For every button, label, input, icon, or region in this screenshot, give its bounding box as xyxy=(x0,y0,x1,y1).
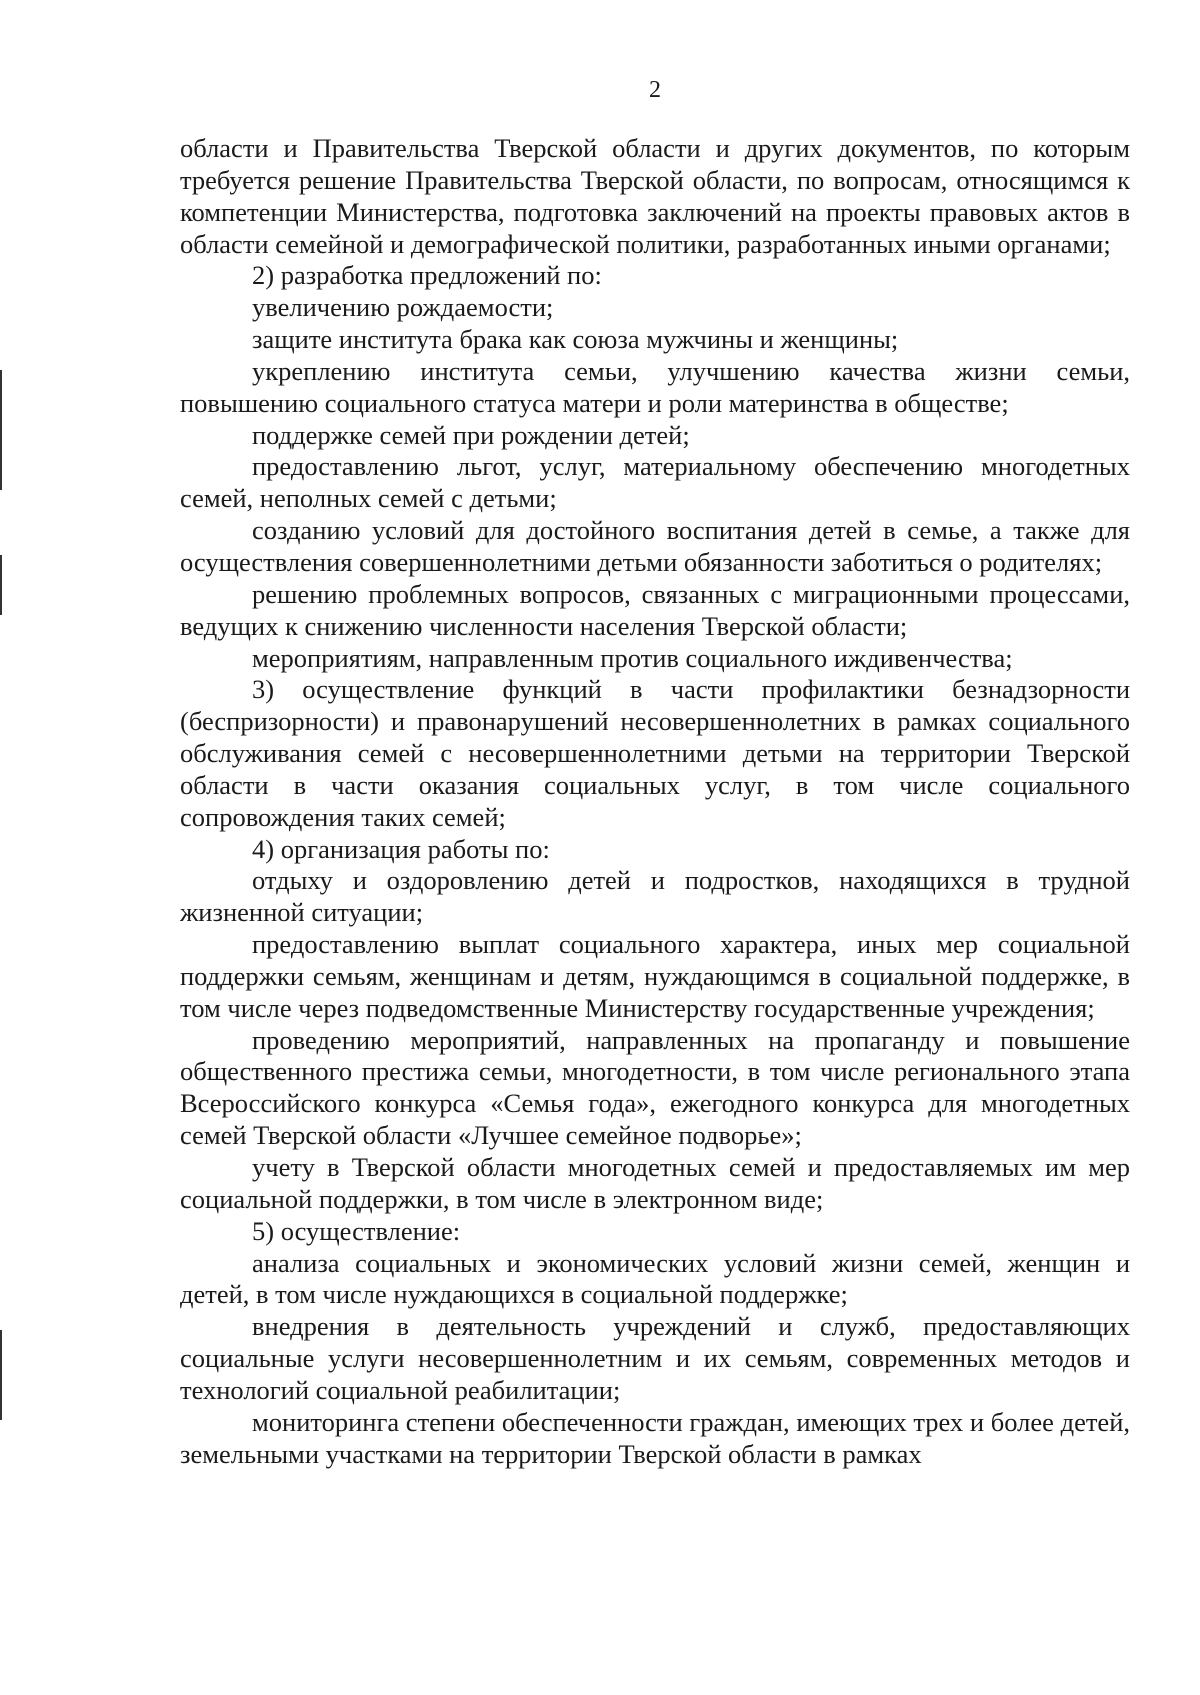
page-number: 2 xyxy=(649,77,661,103)
paragraph: проведению мероприятий, направленных на пропаганду и повышение общественного престижа семьи, многодетности, в том числе регионального этапа Всероссийского конкурса «Семья года», ежегодного конкурса для многодетных семей Тверской области «Лучшее семейное подворье»; xyxy=(180,1024,1130,1151)
paragraph: мониторинга степени обеспеченности граждан, имеющих трех и более детей, земельными участками на территории Тверской области в рамках xyxy=(180,1406,1130,1469)
document-body xyxy=(180,133,1130,1470)
paragraph: внедрения в деятельность учреждений и служб, предоставляющих социальные услуги несовершеннолетним и их семьям, современных методов и технологий социальной реабилитации; xyxy=(180,1311,1130,1405)
paragraph: 4) организация работы по: xyxy=(252,833,550,864)
paragraph: созданию условий для достойного воспитания детей в семье, а также для осуществления совершеннолетними детьми обязанности заботиться о родителях; xyxy=(180,515,1130,577)
scan-margin-mark xyxy=(0,370,2,490)
paragraph: 5) осуществление: xyxy=(252,1215,461,1246)
scan-margin-mark xyxy=(0,1330,2,1420)
paragraph: мероприятиям, направленным против социального иждивенчества; xyxy=(252,642,1013,673)
paragraph: предоставлению выплат социального характера, иных мер социальной поддержки семьям, женщинам и детям, нуждающимся в социальной поддержке, в том числе через подведомственные Министерству государственные учреждения; xyxy=(180,929,1130,1023)
scan-margin-mark xyxy=(0,555,2,615)
paragraph: учету в Тверской области многодетных семей и предоставляемых им мер социальной поддержки, в том числе в электронном виде; xyxy=(180,1152,1130,1214)
paragraph: увеличению рождаемости; xyxy=(252,292,554,323)
paragraph: анализа социальных и экономических условий жизни семей, женщин и детей, в том числе нуждающихся в социальной поддержке; xyxy=(180,1247,1130,1310)
paragraph: поддержке семей при рождении детей; xyxy=(252,419,690,450)
paragraph: отдыху и оздоровлению детей и подростков, находящихся в трудной жизненной ситуации; xyxy=(180,865,1130,928)
paragraph: защите института брака как союза мужчины и женщины; xyxy=(252,324,899,355)
paragraph: решению проблемных вопросов, связанных с миграционными процессами, ведущих к снижению численности населения Тверской области; xyxy=(180,578,1130,641)
paragraph: 2) разработка предложений по: xyxy=(252,260,602,291)
paragraph: укреплению института семьи, улучшению качества жизни семьи, повышению социального статуса матери и роли материнства в обществе; xyxy=(180,355,1130,418)
paragraph: области и Правительства Тверской области и других документов, по которым требуется решение Правительства Тверской области, по вопросам, относящимся к компетенции Министерства, подготовка заключений на проекты правовых актов в области семейной и демографической политики, разработанных иными органами; xyxy=(180,133,1130,259)
paragraph: 3) осуществление функций в части профилактики безнадзорности (беспризорности) и правонарушений несовершеннолетних в рамках социального обслуживания семей с несовершеннолетними детьми на территории Тверской области в части оказания социальных услуг, в том числе социального сопровождения таких семей; xyxy=(180,674,1130,832)
paragraph: предоставлению льгот, услуг, материальному обеспечению многодетных семей, неполных семей с детьми; xyxy=(180,451,1130,514)
